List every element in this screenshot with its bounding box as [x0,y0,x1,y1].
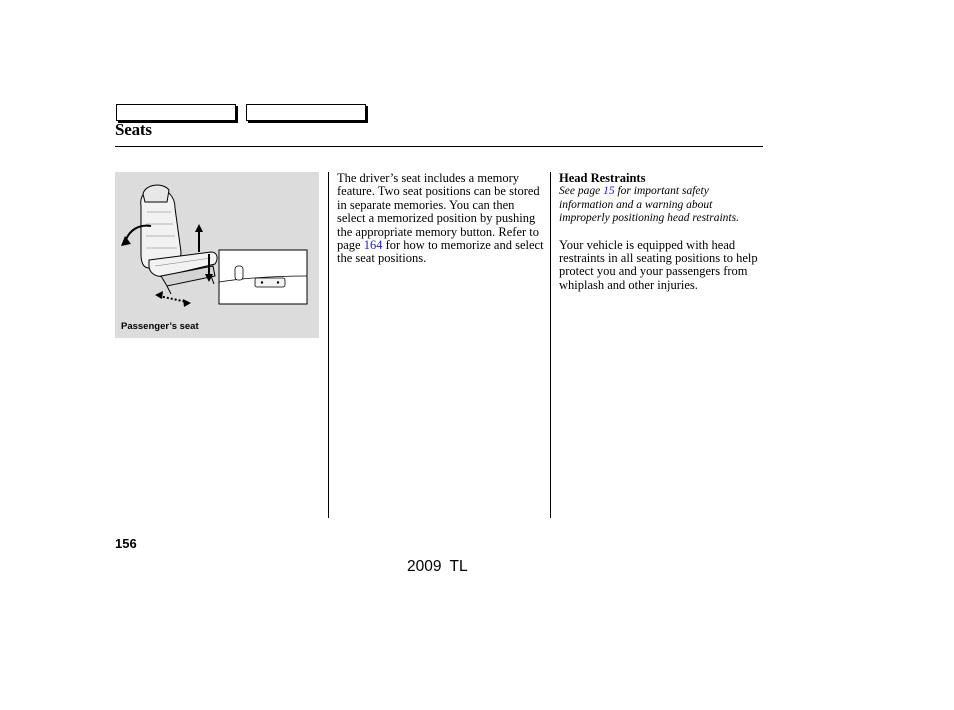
paragraph-spacer [559,226,763,239]
safety-note [559,185,763,225]
note-text-after-link: for important safety information and a warning about improperly positioning head restraints. [559,185,739,225]
page-title: Seats [115,120,152,139]
page-164-link[interactable]: 164 [363,238,383,253]
power-seat-icon [115,172,319,338]
note-text-before-link: See page [559,185,604,198]
memory-text-after-link: for how to memorize and select the seat positions. [337,238,544,266]
head-restraints-section [559,172,763,292]
title-divider [115,146,763,147]
column-divider [550,172,551,518]
page-15-link[interactable]: 15 [603,185,615,198]
column-divider [328,172,329,518]
model-label: 2009 TL [407,558,468,575]
memory-text-before-link: The driver’s seat includes a memory feature. Two seat positions can be stored in separate memories. You can then select a memorized position by pushing the appropriate memory button. Refer to page [337,171,540,253]
section-heading: Head Restraints [559,171,646,185]
figure-caption: Passenger’s seat [121,321,199,332]
index-button[interactable] [246,104,366,121]
head-restraints-paragraph: Your vehicle is equipped with head restraints in all seating positions to help protect you and your passengers from whiplash and other injuries. [559,237,758,292]
page-number: 156 [115,536,137,551]
seat-illustration [115,172,319,338]
main-menu-button[interactable] [116,104,236,121]
memory-seat-paragraph [337,172,545,266]
